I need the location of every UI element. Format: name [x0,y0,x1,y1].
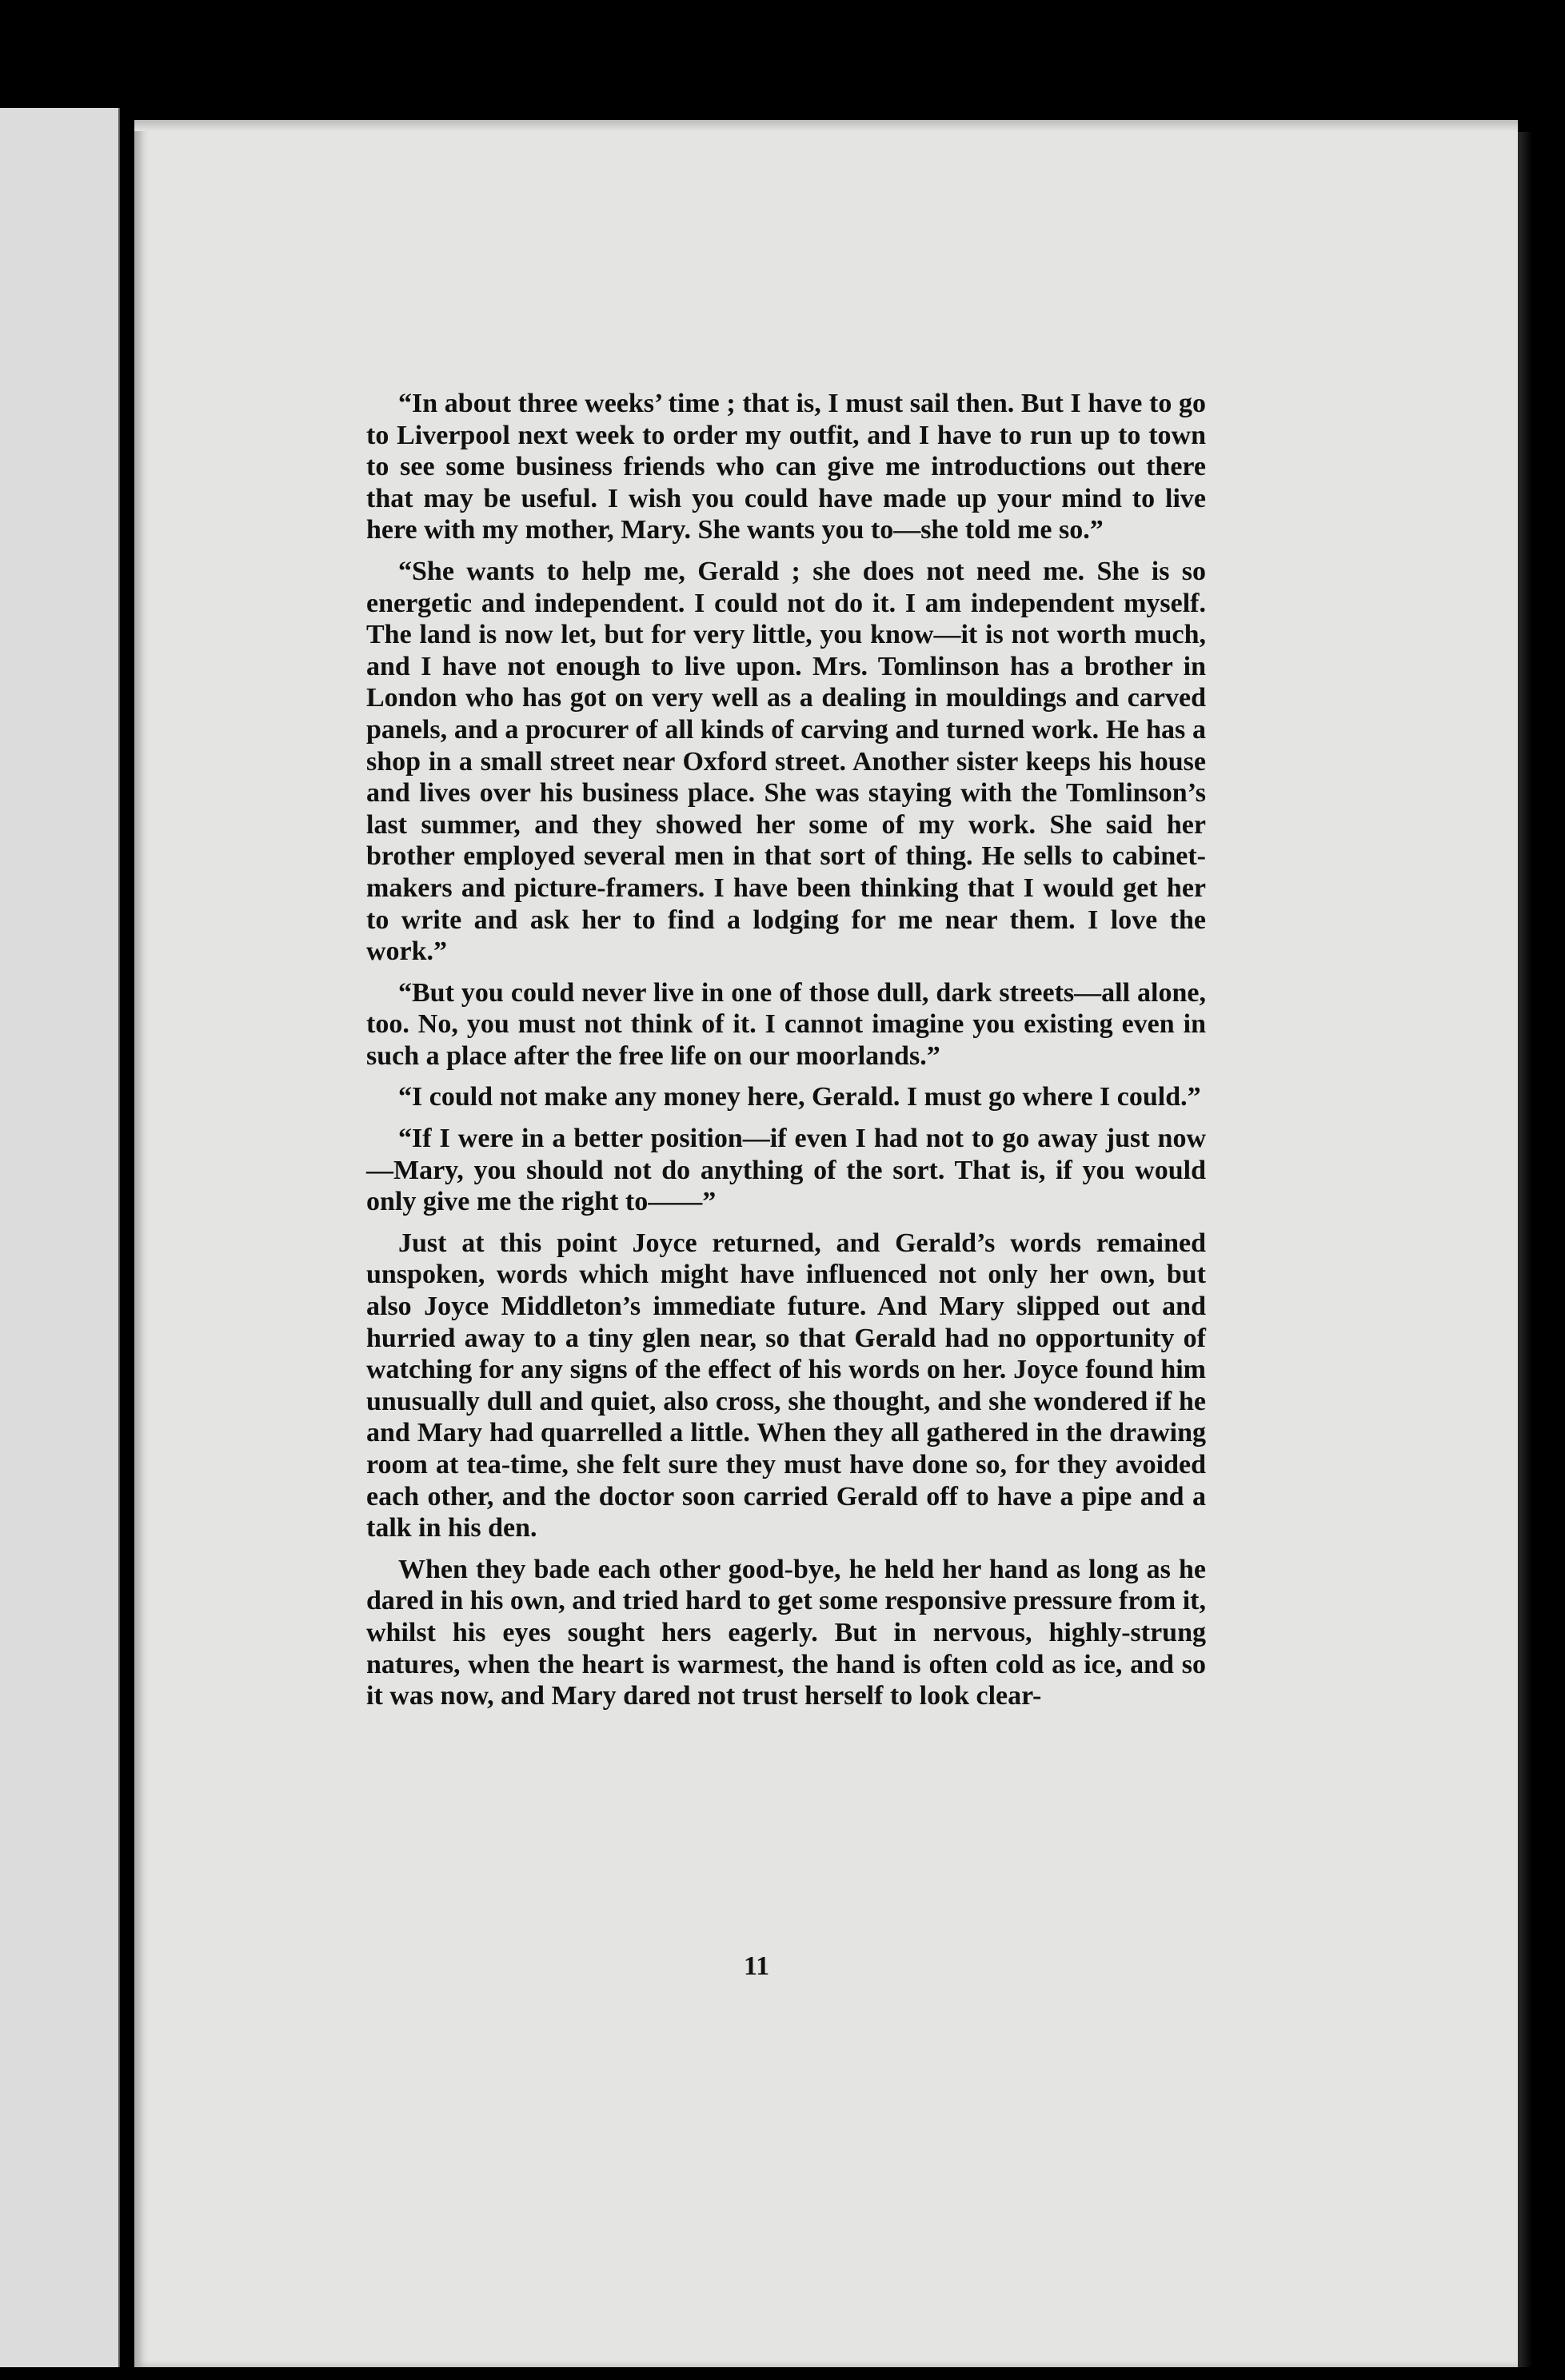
paragraph-1: “In about three weeks’ time ; that is, I must sail then. But I have to go to Liverpool next week to order my outfit, and I have to run up to town to see some business friends who can give me introductions out there that may be useful. I wish you could have made up your mind to live here with my mother, Mary. She wants you to—she told me so.” [366,389,1206,545]
facing-page-edge [0,108,120,2367]
page-top-edge [134,120,1518,131]
paragraph-3: “But you could never live in one of those dull, dark streets—all alone, too. No, you must not think of it. I cannot imagine you existing even in such a place after the free life on our moorlands.” [366,977,1206,1071]
page-right-shadow [1518,132,1532,2367]
body-text [366,388,1206,1722]
paragraph-5: “If I were in a better position—if even I had not to go away just now—Mary, you should not do anything of the sort. That is, if you would only give me the right to——” [366,1124,1206,1217]
page-number: 11 [744,1951,770,1981]
paragraph-4: “I could not make any money here, Gerald. I must go where I could.” [398,1082,1201,1112]
paragraph-6: Just at this point Joyce returned, and Gerald’s words remained unspoken, words which might have influenced not only her own, but also Joyce Middleton’s immediate future. And Mary slipped out and hurried away to a tiny glen near, so that Gerald had no opportunity of watching for any signs of the effect of his words on her. Joyce found him unusually dull and quiet, also cross, she thought, and she wondered if he and Mary had quarrelled a little. When they all gathered in the drawing room at tea-time, she felt sure they must have done so, for they avoided each other, and the doctor soon carried Gerald off to have a pipe and a talk in his den. [366,1228,1206,1543]
paragraph-2: “She wants to help me, Gerald ; she does not need me. She is so energetic and independent. I could not do it. I am independent myself. The land is now let, but for very little, you know—it is not worth much, and I have not enough to live upon. Mrs. Tomlinson has a brother in London who has got on very well as a dealing in mouldings and carved panels, and a procurer of all kinds of carving and turned work. He has a shop in a small street near Oxford street. Another sister keeps his house and lives over his business place. She was staying with the Tomlinson’s last summer, and they showed her some of my work. She said her brother employed several men in that sort of thing. He sells to cabinet-makers and picture-framers. I have been thinking that I would get her to write and ask her to find a lodging for me near them. I love the work.” [366,556,1206,967]
paragraph-7: When they bade each other good-bye, he held her hand as long as he dared in his own, and tried hard to get some responsive pressure from it, whilst his eyes sought hers eagerly. But in nervous, highly-strung natures, when the heart is warmest, the hand is often cold as ice, and so it was now, and Mary dared not trust herself to look clear- [366,1554,1206,1711]
